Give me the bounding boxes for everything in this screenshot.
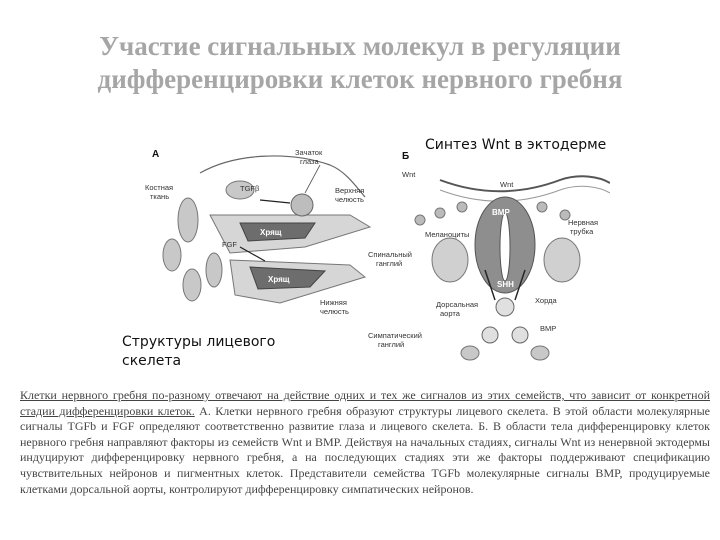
label-bone-1: Костная xyxy=(145,183,174,192)
facial-skeleton-callout: Структуры лицевого скелета xyxy=(122,333,282,371)
dorsal-aorta xyxy=(482,327,498,343)
label-neural-tube-1: Нервная xyxy=(568,218,599,227)
melanocyte-dot xyxy=(457,202,467,212)
label-sympathetic-1: Симпатический xyxy=(368,331,422,340)
spinal-ganglion-left xyxy=(432,238,468,282)
label-neural-tube-2: трубка xyxy=(570,227,594,236)
label-spinal-1: Спинальный xyxy=(368,250,412,259)
panel-b-letter: Б xyxy=(402,151,410,162)
label-wnt-top: Wnt xyxy=(402,170,416,179)
sympathetic-ganglion xyxy=(461,346,479,360)
notochord xyxy=(496,298,514,316)
label-fgf: FGF xyxy=(222,240,237,249)
label-bmp-bottom: BMP xyxy=(540,324,557,333)
body-text-lead: Клетки нервного гребня по-разному отвечают на действие одних и тех же сигналов из этих семейств, что зависит от конкретной стадии дифференцировки клеток. xyxy=(20,388,710,418)
melanocyte-dot xyxy=(415,215,425,225)
tgf-arrow xyxy=(260,200,290,203)
bone-blob xyxy=(183,269,201,301)
bone-blob xyxy=(178,198,198,242)
body-text xyxy=(20,388,710,497)
bone-blob xyxy=(163,239,181,271)
title-line-1: Участие сигнальных молекул в регуляции xyxy=(99,31,621,61)
label-upper-jaw-2: челюсть xyxy=(335,195,364,204)
label-lower-jaw-2: челюсть xyxy=(320,307,349,316)
body-text-rest: А. Клетки нервного гребня образуют структуры лицевого скелета. В этой области молекулярные сигналы TGFb и FGF определяют соответственно развитие глаза и лицевого скелета. Б. В области тела дифференцировку клеток нервного гребня направляют факторы из семейств Wnt и BMP. Действуя на начальных стадиях, сигналы Wnt из ненервной эктодермы индуцируют дифференцировку нервного гребня, а на последующих стадиях эти же факторы поддерживают спецификацию чувствительных нейронов и пигментных клеток. Представители семейства TGFb молекулярные сигналы BMP, продуцируемые клетками дорсальной аорты, контролируют дифференцировку симпатических нейронов. xyxy=(20,403,710,496)
label-bmp-top: BMP xyxy=(492,208,510,217)
label-bud-1: Зачаток xyxy=(295,148,323,157)
label-upper-jaw-1: Верхняя xyxy=(335,186,365,195)
label-tgf: TGFβ xyxy=(240,184,260,193)
label-lower-jaw-1: Нижняя xyxy=(320,298,347,307)
label-spinal-2: ганглий xyxy=(376,259,403,268)
melanocyte-dot xyxy=(435,208,445,218)
label-notochord: Хорда xyxy=(535,296,557,305)
neural-tube-lumen xyxy=(500,213,510,281)
title-line-2: дифференцировки клеток нервного гребня xyxy=(97,64,623,94)
label-shh: SHH xyxy=(497,280,514,289)
label-wnt-mid: Wnt xyxy=(500,180,514,189)
label-bone-2: ткань xyxy=(150,192,170,201)
label-aorta-1: Дорсальная xyxy=(436,300,479,309)
label-sympathetic-2: ганглий xyxy=(378,340,405,349)
label-aorta-2: аорта xyxy=(440,309,460,318)
spinal-ganglion-right xyxy=(544,238,580,282)
label-melanocytes: Меланоциты xyxy=(425,230,470,239)
sympathetic-ganglion xyxy=(531,346,549,360)
bone-blob xyxy=(206,253,222,287)
melanocyte-dot xyxy=(537,202,547,212)
wnt-synthesis-callout: Синтез Wnt в эктодерме xyxy=(425,136,635,155)
label-cartilage-2: Хрящ xyxy=(268,275,290,284)
ectoderm-line xyxy=(440,176,610,191)
dorsal-aorta xyxy=(512,327,528,343)
label-cartilage-1: Хрящ xyxy=(260,228,282,237)
label-bud-2: глаза xyxy=(300,157,319,166)
bud-leader xyxy=(305,165,320,193)
slide-title xyxy=(0,30,720,96)
eye-bud xyxy=(291,194,313,216)
panel-a-letter: А xyxy=(152,149,160,160)
